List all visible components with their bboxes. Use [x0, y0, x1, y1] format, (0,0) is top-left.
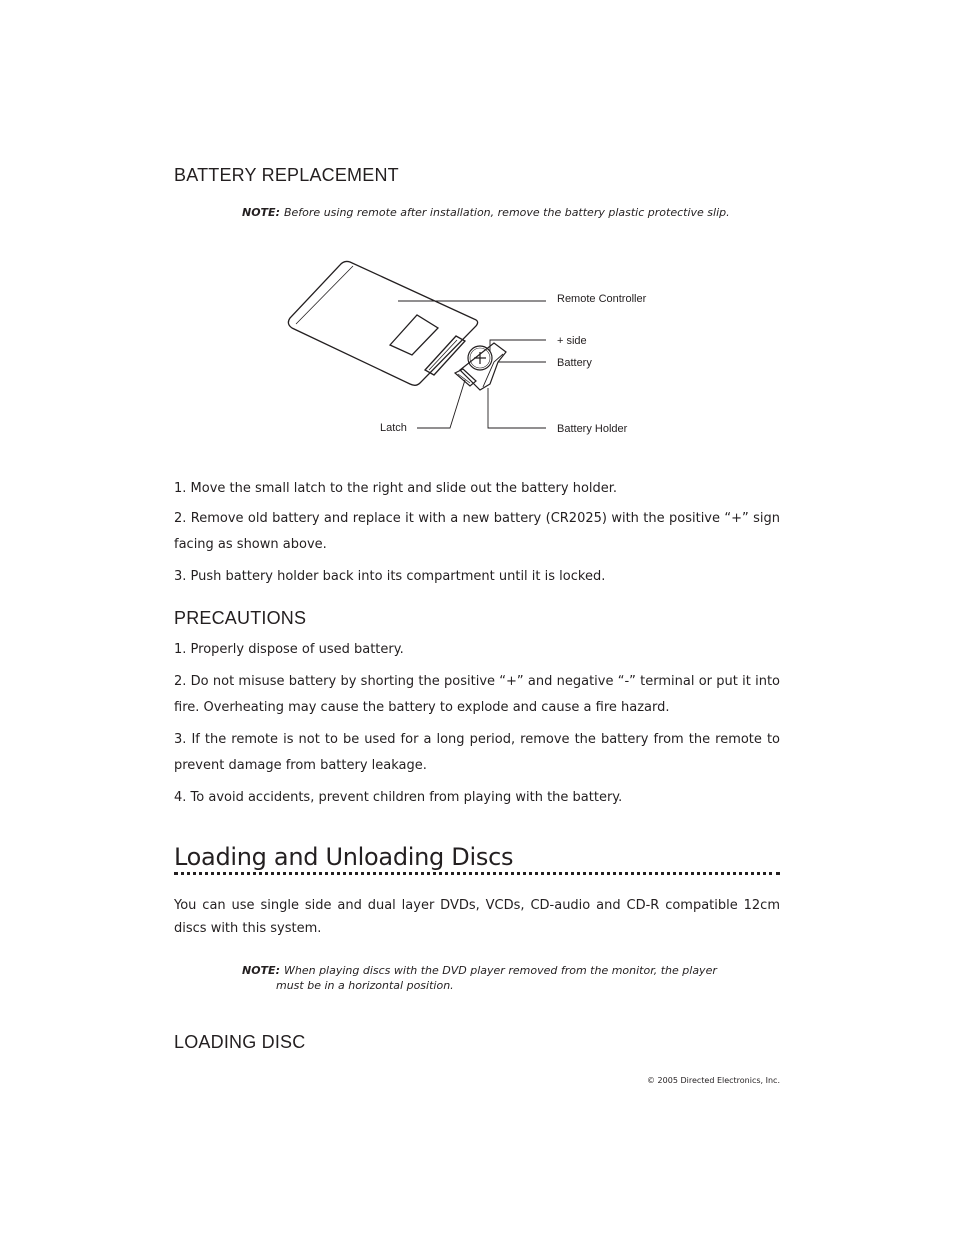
step-2: 2. Remove old battery and replace it with a new battery (CR2025) with the positive “+” sign facing as shown above.: [174, 511, 780, 552]
step-3: 3. Push battery holder back into its compartment until it is locked.: [174, 569, 606, 584]
precautions-heading: PRECAUTIONS: [174, 608, 307, 628]
note-label: NOTE:: [242, 206, 280, 219]
label-plus-side: + side: [557, 335, 587, 347]
label-battery: Battery: [557, 357, 592, 369]
battery-replacement-heading: BATTERY REPLACEMENT: [174, 165, 399, 185]
note-line-2: must be in a horizontal position.: [276, 979, 454, 992]
loading-intro: You can use single side and dual layer DVDs, VCDs, CD-audio and CD-R compatible 12cm discs with this system.: [174, 898, 780, 936]
precaution-1: 1. Properly dispose of used battery.: [174, 642, 404, 657]
label-remote-controller: Remote Controller: [557, 293, 647, 305]
precaution-4: 4. To avoid accidents, prevent children from playing with the battery.: [174, 790, 623, 805]
loading-unloading-title: Loading and Unloading Discs: [174, 843, 514, 871]
note-label: NOTE:: [242, 964, 280, 977]
note-line-1: When playing discs with the DVD player removed from the monitor, the player: [283, 964, 717, 977]
copyright-notice: © 2005 Directed Electronics, Inc.: [647, 1076, 780, 1085]
note-text: Before using remote after installation, remove the battery plastic protective slip.: [283, 206, 730, 219]
battery-diagram: [270, 250, 690, 450]
loading-note: [242, 963, 717, 993]
battery-note: [242, 206, 730, 219]
leader-lines: [398, 301, 546, 428]
battery-holder-illustration: [455, 343, 506, 390]
step-1: 1. Move the small latch to the right and slide out the battery holder.: [174, 481, 618, 496]
loading-disc-heading: LOADING DISC: [174, 1032, 306, 1052]
precaution-2: 2. Do not misuse battery by shorting the positive “+” and negative “-” terminal or put it into fire. Overheating may cause the battery to explode and cause a fire hazard.: [174, 674, 780, 715]
remote-illustration: [288, 261, 477, 385]
label-latch: Latch: [380, 422, 407, 434]
label-battery-holder: Battery Holder: [557, 423, 628, 435]
precaution-3: 3. If the remote is not to be used for a long period, remove the battery from the remote to prevent damage from battery leakage.: [174, 732, 780, 773]
title-dotted-rule: [174, 872, 780, 875]
